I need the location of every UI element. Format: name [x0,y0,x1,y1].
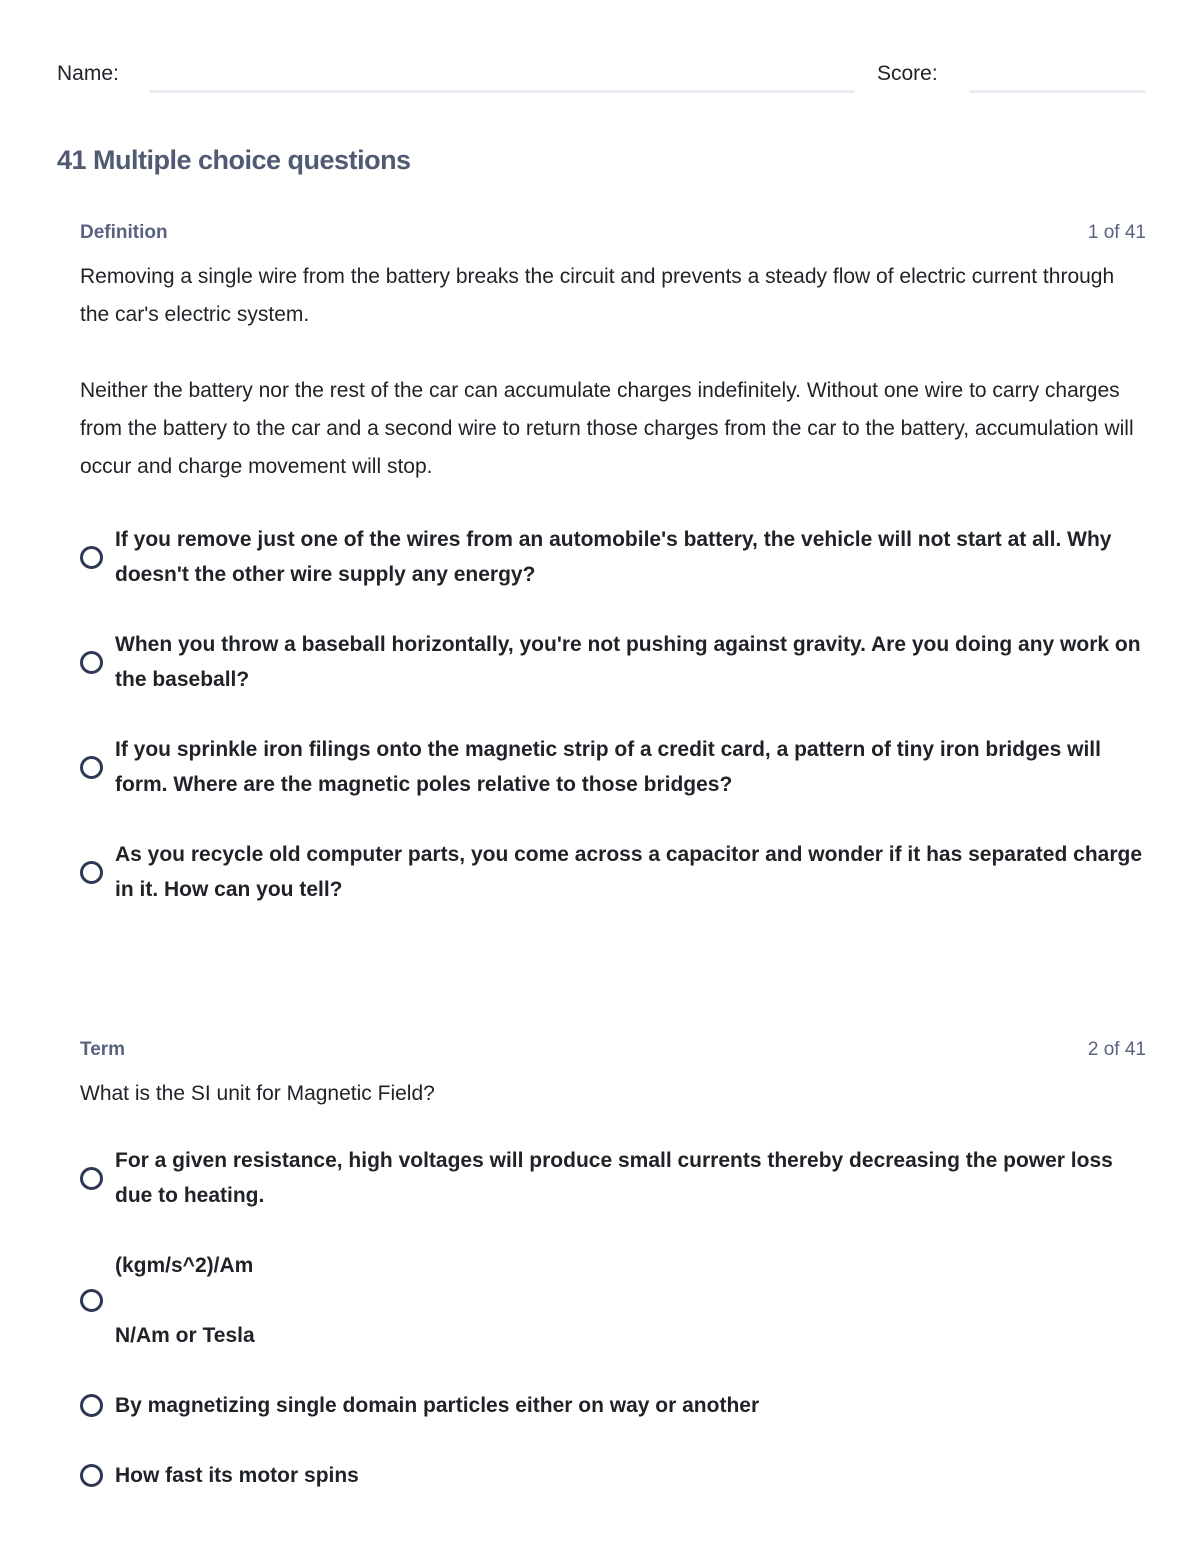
question-prompt [80,258,1146,486]
answer-option[interactable] [80,732,1146,802]
radio-circle-icon[interactable] [80,1167,103,1190]
question-kind: Definition [80,222,168,243]
option-line: doesn't the other wire supply any energy? [115,563,536,586]
score-label: Score: [877,62,938,85]
option-line: When you throw a baseball horizontally, you're not pushing against gravity. Are you doing any work on the baseball? [115,633,1141,691]
answer-option[interactable] [80,522,1146,592]
answer-options [80,522,1146,907]
radio-circle-icon[interactable] [80,1289,103,1312]
option-line: form. Where are the magnetic poles relative to those bridges? [115,773,733,796]
answer-options [80,1143,1146,1493]
option-line: If you remove just one of the wires from an automobile's battery, the vehicle will not start at all. Why [115,528,1112,551]
score-field[interactable] [969,90,1146,93]
question-kind: Term [80,1039,126,1060]
option-line: in it. How can you tell? [115,878,343,901]
name-field[interactable] [149,90,855,93]
prompt-paragraph: Removing a single wire from the battery breaks the circuit and prevents a steady flow of electric current through the car's electric system. [80,265,1115,326]
option-line: If you sprinkle iron filings onto the magnetic strip of a credit card, a pattern of tiny iron bridges will [115,738,1101,761]
option-text [115,522,1145,592]
option-text [115,1388,1145,1423]
option-line-blank [115,1283,1145,1318]
question-2 [80,1039,1146,1528]
option-text [115,1143,1145,1213]
option-text [115,1248,1145,1353]
answer-option[interactable] [80,1143,1146,1213]
option-line: How fast its motor spins [115,1464,359,1487]
question-prompt [80,1075,1146,1113]
option-text [115,1458,1145,1493]
option-line: By magnetizing single domain particles either on way or another [115,1394,760,1417]
section-title: 41 Multiple choice questions [57,145,411,175]
radio-circle-icon[interactable] [80,1394,103,1417]
option-text [115,627,1145,697]
question-meta [80,1039,1146,1063]
option-line: For a given resistance, high voltages will produce small currents thereby decreasing the power loss due to heating. [115,1149,1113,1207]
answer-option[interactable] [80,1248,1146,1353]
option-line: As you recycle old computer parts, you come across a capacitor and wonder if it has separated charge [115,843,1143,866]
question-counter: 1 of 41 [1087,222,1146,243]
worksheet-header [57,60,1146,96]
radio-circle-icon[interactable] [80,756,103,779]
option-text [115,837,1145,907]
answer-option[interactable] [80,1458,1146,1493]
radio-circle-icon[interactable] [80,1464,103,1487]
prompt-paragraph: What is the SI unit for Magnetic Field? [80,1082,435,1105]
radio-circle-icon[interactable] [80,651,103,674]
answer-option[interactable] [80,837,1146,907]
question-1 [80,222,1146,942]
question-counter: 2 of 41 [1087,1039,1146,1060]
option-line: (kgm/s^2)/Am [115,1254,254,1277]
name-label: Name: [57,62,119,85]
option-line: N/Am or Tesla [115,1324,255,1347]
question-meta [80,222,1146,246]
prompt-paragraph: Neither the battery nor the rest of the car can accumulate charges indefinitely. Without one wire to carry charges from the battery to the car and a second wire to return those charges from the car to the battery, accumulation will occur and charge movement will stop. [80,379,1134,478]
radio-circle-icon[interactable] [80,546,103,569]
answer-option[interactable] [80,627,1146,697]
option-text [115,732,1145,802]
answer-option[interactable] [80,1388,1146,1423]
radio-circle-icon[interactable] [80,861,103,884]
